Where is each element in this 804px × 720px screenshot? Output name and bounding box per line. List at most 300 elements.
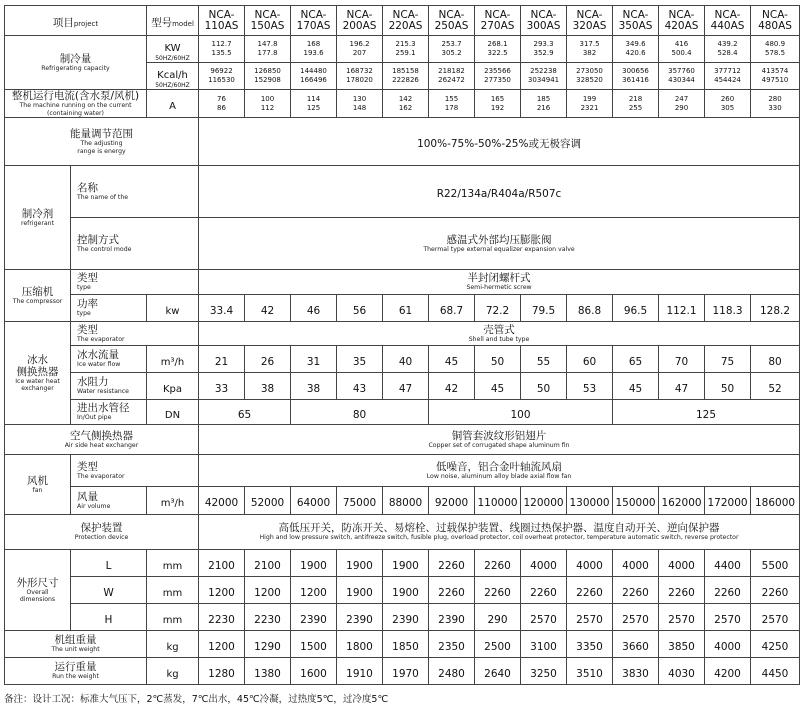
value-cell [337, 658, 383, 685]
text: 3034941 [527, 76, 560, 84]
text: H [104, 613, 113, 626]
value-cell [245, 631, 291, 658]
value: 2260 [622, 586, 649, 599]
text: 430344 [668, 76, 695, 84]
pipe-unit [147, 400, 199, 425]
text: 侧换热器 [16, 365, 59, 378]
value-cell [291, 373, 337, 400]
dimension-axis [71, 550, 147, 577]
text: 144480 [300, 67, 327, 75]
value-cell [521, 487, 567, 515]
refrigerant-name-label [71, 166, 199, 218]
text: Thermal type external equalizer expansion valve [423, 245, 575, 253]
value: 75 [720, 355, 735, 368]
refrigerant-name-value [199, 166, 800, 218]
value-cell [613, 487, 659, 515]
value: 1910 [346, 667, 373, 680]
text: range is energy [77, 147, 126, 155]
value-cell [245, 373, 291, 400]
value: 70 [674, 355, 689, 368]
text: 277350 [484, 76, 511, 84]
value: 150000 [615, 497, 656, 509]
model: NCA-170AS [296, 8, 331, 32]
dimension-axis [71, 604, 147, 631]
text: 305.2 [441, 49, 462, 57]
value-cell [337, 550, 383, 577]
current-value [337, 90, 383, 118]
value: 2480 [438, 667, 465, 680]
text: 330 [768, 103, 782, 112]
text: The adjusting [80, 140, 123, 147]
value: 40 [398, 355, 413, 368]
text: 199 [582, 94, 597, 103]
value: 38 [260, 382, 275, 395]
text: 152908 [254, 76, 281, 84]
pipe-value [429, 400, 613, 425]
value: 42 [444, 382, 459, 395]
unit-sub: 50HZ/60HZ [155, 82, 190, 89]
run-weight-label [5, 658, 147, 685]
text: 480.9 [764, 40, 786, 48]
text: Ice water flow [77, 361, 121, 369]
value: 2570 [530, 613, 557, 626]
value: 2390 [346, 613, 373, 626]
model-name [521, 6, 567, 36]
value: 3510 [576, 667, 603, 680]
text: 114 [306, 94, 321, 103]
value: 4000 [622, 559, 649, 572]
value: 186000 [754, 497, 796, 509]
unit: KW [164, 43, 181, 54]
model-name [245, 6, 291, 36]
current-value [475, 90, 521, 118]
text: kw [165, 305, 180, 317]
text: kg [166, 641, 179, 653]
value: 4450 [761, 667, 789, 680]
label-en: Refrigerating capacity [41, 64, 110, 72]
value-cell [199, 487, 245, 515]
text: 178020 [346, 76, 373, 84]
kcal-value [245, 63, 291, 90]
value-cell [199, 631, 245, 658]
value-cell [659, 550, 705, 577]
kcal-value [613, 63, 659, 90]
model: NCA-200AS [342, 8, 377, 32]
value: 45 [490, 382, 505, 395]
text: 112.7 [211, 40, 232, 48]
energy-row [5, 118, 800, 166]
value-cell [199, 373, 245, 400]
value: 56 [352, 304, 367, 317]
dimension-H-row [5, 604, 800, 631]
text: The evaporator [77, 335, 125, 343]
text: 216 [536, 103, 551, 112]
text: 235566 [484, 67, 511, 75]
text: 风量 [77, 490, 98, 503]
value-cell [567, 577, 613, 604]
text: 528.4 [717, 49, 738, 57]
value-cell [337, 295, 383, 322]
air-volume-label [71, 487, 147, 515]
value: 2500 [484, 640, 511, 653]
text: Run the weight [52, 673, 99, 681]
value: 130000 [569, 497, 610, 509]
value: 120000 [523, 497, 564, 509]
kw-unit [147, 36, 199, 63]
value: 2260 [714, 586, 741, 599]
value: 45 [628, 382, 643, 395]
text: 215.3 [395, 40, 416, 48]
pipe-value [199, 400, 291, 425]
value-cell [567, 550, 613, 577]
value: 61 [398, 304, 413, 317]
value: 2390 [392, 613, 419, 626]
value-cell [567, 346, 613, 373]
text: kg [166, 668, 179, 680]
value: 128.2 [759, 304, 791, 317]
evaporator-flow-row [5, 346, 800, 373]
value-cell [613, 295, 659, 322]
text: 260 [720, 94, 735, 103]
text: m³/h [160, 356, 185, 368]
kw-value [245, 36, 291, 63]
value-cell [199, 550, 245, 577]
value-cell [245, 577, 291, 604]
kcal-value [567, 63, 613, 90]
value: 2260 [761, 586, 789, 599]
value: 4250 [761, 640, 789, 653]
text: dimensions [19, 596, 56, 603]
value: 4000 [576, 559, 603, 572]
kw-value [429, 36, 475, 63]
fan-type-value [199, 455, 800, 487]
value-cell [337, 604, 383, 631]
value-cell [429, 373, 475, 400]
text: W [103, 586, 114, 599]
dimension-unit [147, 604, 199, 631]
dimension-unit [147, 550, 199, 577]
text: 116530 [208, 76, 235, 84]
text: 328520 [576, 76, 603, 84]
model: NCA-270AS [480, 8, 515, 32]
value-cell [429, 346, 475, 373]
value-cell [705, 658, 751, 685]
value: 162000 [661, 497, 702, 509]
value: 21 [214, 355, 229, 368]
energy-label [5, 118, 199, 166]
text: 162 [398, 103, 413, 112]
text: mm [162, 587, 183, 599]
kcal-value [705, 63, 751, 90]
value: 2570 [622, 613, 649, 626]
value: 80 [768, 355, 782, 368]
text: mm [162, 560, 183, 572]
evaporator-type-value [199, 322, 800, 346]
value-cell [751, 295, 800, 322]
model: NCA-150AS [250, 8, 285, 32]
value: 2260 [530, 586, 557, 599]
text: 风机 [27, 474, 48, 487]
text: Low noise, aluminum alloy blade axial flow fan [426, 472, 572, 480]
value-cell [245, 295, 291, 322]
text: 218182 [438, 67, 465, 75]
value-cell [751, 604, 800, 631]
pipe-value [613, 400, 800, 425]
value-cell [199, 577, 245, 604]
value: 2570 [668, 613, 695, 626]
text: 低噪音，铝合金叶轴流风扇 [436, 460, 563, 473]
model-name [383, 6, 429, 36]
text: 420.6 [625, 49, 646, 57]
model-name [475, 6, 521, 36]
model: NCA-420AS [664, 8, 699, 32]
text: 377712 [714, 67, 741, 75]
protection-value [199, 515, 800, 550]
value: 4000 [668, 559, 695, 572]
value: 4400 [714, 559, 741, 572]
text: 能量调节范围 [70, 128, 133, 140]
text: A [169, 101, 176, 112]
text: The evaporator [77, 472, 125, 480]
text: 类型 [77, 272, 98, 285]
project-cn: 项目 [52, 17, 74, 29]
text: 2321 [580, 103, 599, 112]
value: 2260 [438, 559, 465, 572]
value-cell [337, 346, 383, 373]
cooling-kw-row [5, 36, 800, 63]
value-cell [659, 487, 705, 515]
text: 280 [768, 94, 782, 103]
value-cell [751, 346, 800, 373]
value-cell [475, 577, 521, 604]
value: 1200 [254, 586, 281, 599]
value-cell [567, 373, 613, 400]
value: 1900 [300, 559, 327, 572]
text: L [105, 559, 112, 572]
value: 3850 [668, 640, 695, 653]
air-hx-row [5, 425, 800, 455]
text: 165 [490, 94, 505, 103]
value-cell [475, 658, 521, 685]
text: 100%-75%-50%-25%或无极容调 [417, 138, 581, 150]
value-cell [199, 346, 245, 373]
model: NCA-220AS [388, 8, 423, 32]
value-cell [521, 604, 567, 631]
value: 3830 [622, 667, 649, 680]
value: 45 [444, 355, 459, 368]
model: NCA-320AS [572, 8, 607, 32]
value: 1900 [346, 586, 373, 599]
value: 33 [214, 382, 229, 395]
kcal-value [659, 63, 705, 90]
air-hx-label [5, 425, 199, 455]
value: 92000 [434, 497, 469, 509]
value: 2260 [438, 586, 465, 599]
text: type [77, 310, 91, 318]
evaporator-type-label [71, 322, 199, 346]
text: 352.9 [533, 49, 554, 57]
text: 水阻力 [77, 376, 109, 389]
footnote: 备注：设计工况：标准大气压下，2℃蒸发，7℃出水，45℃冷凝，过热度5℃，过冷度5℃ [4, 694, 389, 705]
text: type [77, 284, 91, 292]
text: 进出水管径 [77, 402, 130, 415]
value-cell [567, 487, 613, 515]
value: 2570 [761, 613, 789, 626]
value: 60 [582, 355, 597, 368]
kw-value [751, 36, 800, 63]
value-cell [245, 550, 291, 577]
value: 1970 [392, 667, 419, 680]
text: 感温式外部均压膨胀阀 [446, 233, 552, 246]
text: The name of the [77, 193, 129, 201]
run-weight-row [5, 658, 800, 685]
text: Water resistance [77, 388, 129, 396]
value-cell [383, 295, 429, 322]
text: 机组重量 [54, 634, 97, 647]
text: 317.5 [579, 40, 600, 48]
compressor-type-label [71, 270, 199, 295]
text: 类型 [77, 460, 98, 473]
value-cell [705, 487, 751, 515]
fan-type-label [71, 455, 199, 487]
value-cell [705, 550, 751, 577]
value: 2390 [300, 613, 327, 626]
value-cell [245, 658, 291, 685]
value: 64000 [296, 497, 331, 509]
kw-value [705, 36, 751, 63]
current-value [659, 90, 705, 118]
header-row [5, 6, 800, 36]
text: 500.4 [671, 49, 692, 57]
value-cell [475, 550, 521, 577]
text: 142 [398, 94, 413, 103]
text: 293.3 [533, 40, 554, 48]
value: 1900 [392, 559, 419, 572]
value-cell [291, 604, 337, 631]
pipe-label [71, 400, 147, 425]
value: 50 [536, 382, 551, 395]
value: 172000 [707, 497, 748, 509]
text: 空气侧换热器 [70, 429, 133, 442]
air-volume-unit [147, 487, 199, 515]
value: 52000 [250, 497, 285, 509]
value-cell [383, 631, 429, 658]
refrigerant-label [5, 166, 71, 270]
value-cell [521, 550, 567, 577]
text: R22/134a/R404a/R507c [436, 188, 562, 200]
value-cell [705, 295, 751, 322]
current-value [199, 90, 245, 118]
text: High and low pressure switch, antifreeze switch, fusible plug, overload protector, coil overheat protector, temperature automatic switch, reverse protector [259, 534, 739, 542]
text: 196.2 [349, 40, 370, 48]
text: 382 [582, 49, 597, 57]
value-cell [429, 550, 475, 577]
dimension-W-row [5, 577, 800, 604]
unit: Kcal/h [157, 70, 188, 81]
current-value [521, 90, 567, 118]
value-cell [613, 577, 659, 604]
value-cell [475, 346, 521, 373]
kcal-value [199, 63, 245, 90]
value: 72.2 [485, 304, 510, 317]
text: 252238 [530, 67, 557, 75]
text: 冰水 [27, 353, 48, 366]
text: 125 [695, 408, 717, 421]
value: 4000 [714, 640, 741, 653]
kw-value [199, 36, 245, 63]
fan-volume-row [5, 487, 800, 515]
kcal-value [475, 63, 521, 90]
text: 135.5 [211, 49, 232, 57]
model-name [567, 6, 613, 36]
value: 3350 [576, 640, 603, 653]
value: 112.1 [666, 304, 697, 317]
value: 46 [306, 304, 321, 317]
value-cell [475, 295, 521, 322]
text: 177.8 [257, 49, 278, 57]
value: 38 [306, 382, 321, 395]
value-cell [521, 631, 567, 658]
text: 外形尺寸 [16, 576, 59, 589]
text: m³/h [160, 498, 185, 509]
cooling-label [5, 36, 147, 90]
text: 高低压开关，防冻开关、易熔栓、过载保护装置、线圈过热保护器、温度自动开关、逆向保护器 [278, 522, 720, 535]
air-hx-value [199, 425, 800, 455]
text: 控制方式 [77, 233, 119, 246]
value: 42000 [204, 497, 239, 509]
model: NCA-250AS [434, 8, 469, 32]
compressor-label [5, 270, 71, 322]
kcal-value [751, 63, 800, 90]
text: Shell and tube type [468, 335, 530, 343]
evaporator-label [5, 322, 71, 425]
value-cell [291, 346, 337, 373]
value-cell [751, 373, 800, 400]
value: 55 [536, 355, 551, 368]
value-cell [613, 631, 659, 658]
text: The control mode [77, 245, 132, 253]
value: 75000 [342, 497, 377, 509]
kcal-value [337, 63, 383, 90]
model: NCA-480AS [758, 8, 792, 32]
value-cell [383, 487, 429, 515]
text: 218 [628, 94, 643, 103]
value-cell [291, 487, 337, 515]
kw-value [659, 36, 705, 63]
text: 253.7 [441, 40, 462, 48]
value-cell [291, 295, 337, 322]
text: 259.1 [395, 49, 416, 57]
value-cell [199, 295, 245, 322]
text: The compressor [12, 297, 63, 305]
text: Air side heat exchanger [64, 441, 139, 449]
value: 2260 [668, 586, 695, 599]
value: 4200 [714, 667, 741, 680]
text: 100 [260, 94, 275, 103]
value: 47 [674, 382, 689, 395]
model-name [199, 6, 245, 36]
compressor-type-row [5, 270, 800, 295]
value: 2350 [438, 640, 465, 653]
value-cell [751, 631, 800, 658]
value: 1900 [392, 586, 419, 599]
value-cell [521, 346, 567, 373]
value-cell [613, 550, 659, 577]
model: NCA-350AS [618, 8, 653, 32]
text: 268.1 [487, 40, 508, 48]
current-value [291, 90, 337, 118]
flow-unit [147, 346, 199, 373]
